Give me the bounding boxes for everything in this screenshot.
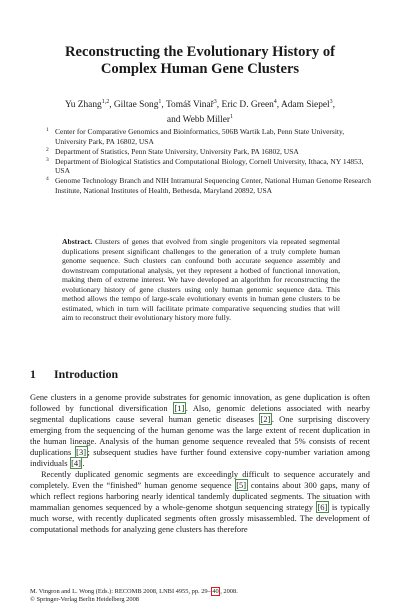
body-text xyxy=(30,392,370,535)
section-heading xyxy=(30,367,118,382)
page-range-link[interactable]: 40 xyxy=(212,588,219,595)
abstract xyxy=(62,237,340,323)
citation-link[interactable]: [6] xyxy=(317,502,328,512)
paragraph-text: contains about 300 gaps, many of which reflect regions harboring nearly identical tandemly duplicated segments. The situation with mammalian genomes sequenced by a whole-genome shotgun sequencing strategy xyxy=(30,480,370,512)
body-paragraph xyxy=(30,392,370,469)
citation-link[interactable]: [5] xyxy=(236,480,247,490)
footer-copyright: © Springer-Verlag Berlin Heidelberg 2008 xyxy=(30,596,139,603)
footer-citation: M. Vingron and L. Wong (Eds.): RECOMB 2008, LNBI 4955, pp. 29– 40 , 2008. xyxy=(30,588,238,595)
footer xyxy=(30,588,370,604)
affiliation: 2 Department of Statistics, Penn State University, University Park, PA 16802, USA xyxy=(46,146,299,156)
affiliation: 1 Center for Comparative Genomics and Bioinformatics, 506B Wartik Lab, Penn State University, University Park, PA 16802, USA xyxy=(46,127,345,146)
abstract-label: Abstract. xyxy=(62,237,93,246)
author: Giltae Song$^1$ xyxy=(113,99,162,111)
paragraph-text: ; subsequent studies have further found extensive copy-number variation among individuals xyxy=(30,447,370,468)
affiliation-list xyxy=(43,127,373,196)
citation-link[interactable]: [4] xyxy=(71,458,81,468)
citation-link[interactable]: [2] xyxy=(260,414,271,424)
author-list: Yu Zhang$^{1,2}$, Giltae Song$^1$, Tomáš Vinař$^3$, Eric D. Green$^4$, Adam Siepel$^3$, and Webb Miller$^1$ xyxy=(64,99,336,126)
author: Yu Zhang$^{1,2}$ xyxy=(64,99,110,111)
paragraph-text: . xyxy=(82,458,85,468)
author: Adam Siepel$^3$ xyxy=(280,99,333,111)
author: Eric D. Green$^4$ xyxy=(221,99,277,111)
author: Tomáš Vinař$^3$ xyxy=(165,99,217,111)
affiliation: 3 Department of Biological Statistics and Computational Biology, Cornell University, Ithaca, NY 14853, USA xyxy=(46,156,364,176)
affiliation: 4 Genome Technology Branch and NIH Intramural Sequencing Center, National Human Genome Research Institute, National Institutes of Health, Bethesda, Maryland 20892, USA xyxy=(46,176,372,196)
title-line-1: Reconstructing the Evolutionary History of xyxy=(65,44,335,60)
section-number: 1 xyxy=(30,367,36,381)
abstract-text: Clusters of genes that evolved from single progenitors via repeated segmental duplications present significant challenges to the generation of a truly complete human genome sequence. Such clusters can confound both accurate sequence assembly and downstream computational analysis, yet they represent a hotbed of functional innovation, making them of extreme interest. We have developed an algorithm for reconstructing the evolutionary history of gene clusters using only human genomic sequence data. This method allows the tempo of large-scale evolutionary events in human gene clusters to be estimated, which in turn will facilitate primate comparative sequencing studies that will aim to reconstruct their evolutionary history more fully. xyxy=(62,237,340,323)
citation-link[interactable]: [3] xyxy=(76,447,87,457)
author: Webb Miller$^1$ xyxy=(182,114,234,126)
paragraph-text: Gene clusters in a genome provide substrates for genomic innovation, as gene duplication is often followed by functional diversification xyxy=(30,392,370,413)
paragraph-text: . Also, genomic deletions associated with nearby segmental duplications cause several human genetic diseases xyxy=(30,403,370,424)
title-line-2: Complex Human Gene Clusters xyxy=(100,61,300,77)
citation-link[interactable]: [1] xyxy=(174,403,185,413)
paper-title xyxy=(40,44,360,78)
paragraph-text: is typically much worse, with recently duplicated segments often grossly misassembled. The development of computational methods for analyzing gene clusters has therefore xyxy=(30,502,371,534)
section-title: Introduction xyxy=(54,367,119,381)
body-paragraph xyxy=(30,469,370,535)
paragraph-text: . One surprising discovery emerging from the sequencing of the human genome was the large extent of recent duplication in the human lineage. Analysis of the human genome sequence revealed that 5% consists of recent duplications xyxy=(30,414,370,457)
paragraph-text: Recently duplicated genomic segments are exceedingly difficult to sequence accurately and completely. Even the “finished” human genome sequence xyxy=(30,469,370,490)
